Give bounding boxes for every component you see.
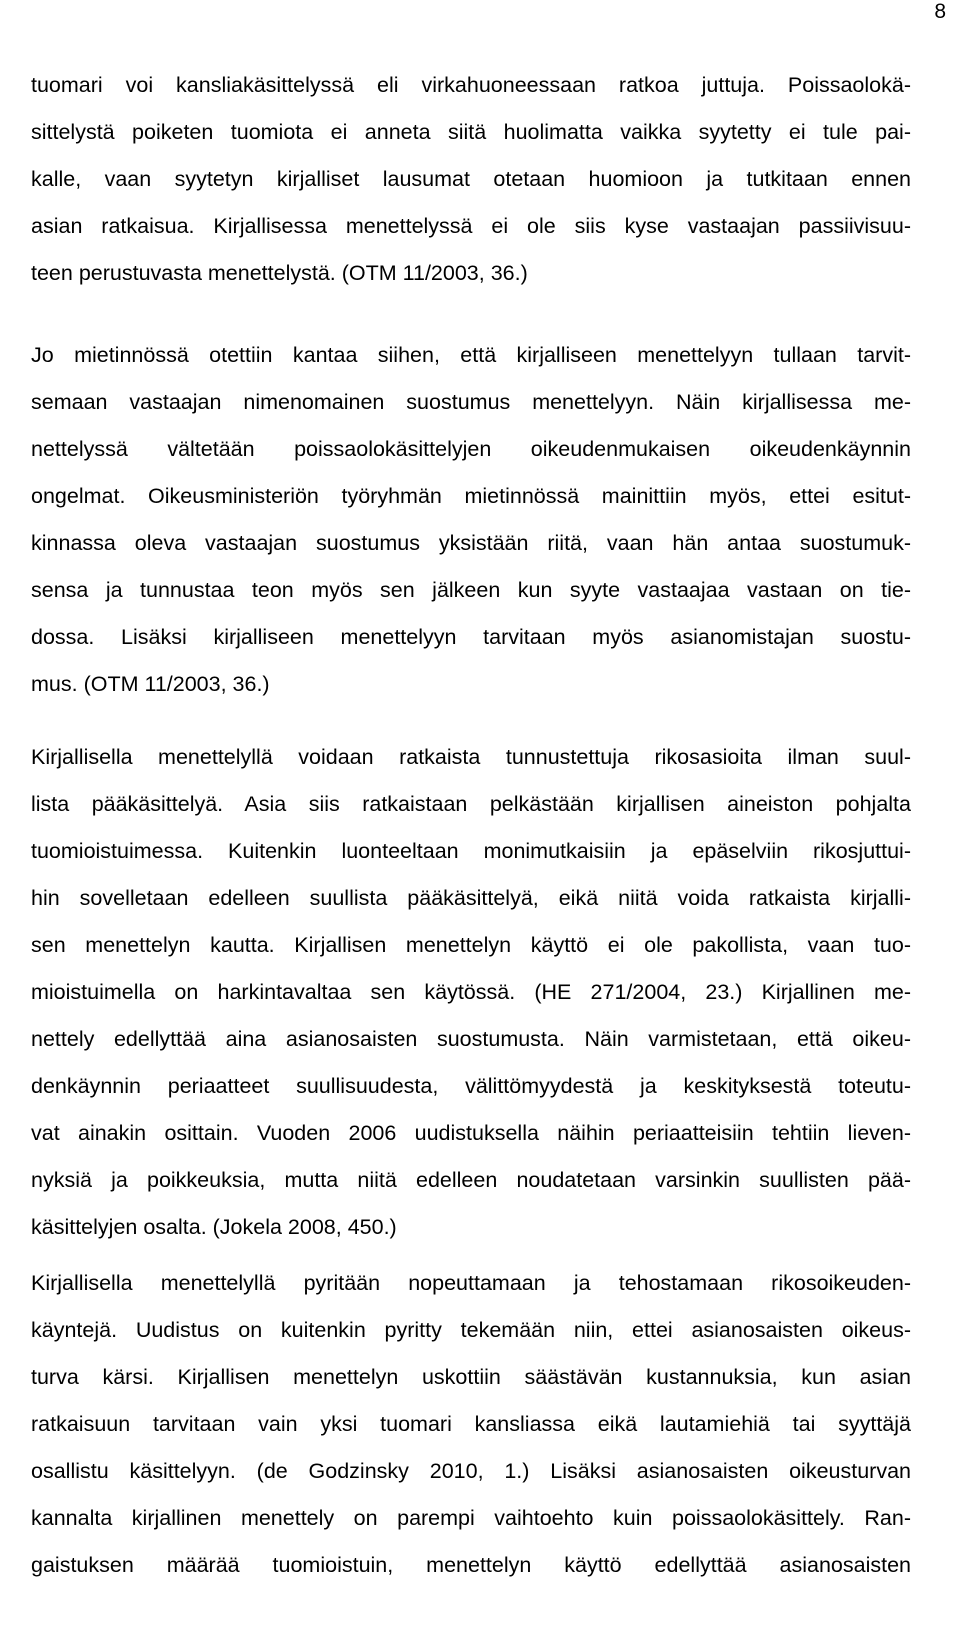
- text-line: ratkaisuun tarvitaan vain yksi tuomari kansliassa eikä lautamiehiä tai syyttäjä: [31, 1412, 911, 1436]
- text-line: asian ratkaisua. Kirjallisessa menettelyssä ei ole siis kyse vastaajan passiivisuu-: [31, 214, 911, 238]
- text-line: kannalta kirjallinen menettely on parempi vaihtoehto kuin poissaolokäsittely. Ran-: [31, 1506, 911, 1530]
- text-line: vat ainakin osittain. Vuoden 2006 uudistuksella näihin periaatteisiin tehtiin lieven-: [31, 1121, 911, 1145]
- text-line: kinnassa oleva vastaajan suostumus yksistään riitä, vaan hän antaa suostumuk-: [31, 531, 911, 555]
- text-line: tuomioistuimessa. Kuitenkin luonteeltaan monimutkaisiin ja epäselviin rikosjuttui-: [31, 839, 911, 863]
- text-line: käsittelyjen osalta. (Jokela 2008, 450.): [31, 1215, 397, 1239]
- text-line: nettelyssä vältetään poissaolokäsittelyjen oikeudenmukaisen oikeudenkäynnin: [31, 437, 911, 461]
- text-line: nyksiä ja poikkeuksia, mutta niitä edelleen noudatetaan varsinkin suullisten pää-: [31, 1168, 911, 1192]
- text-line: Kirjallisella menettelyllä voidaan ratkaista tunnustettuja rikosasioita ilman suul-: [31, 745, 911, 769]
- text-line: kalle, vaan syytetyn kirjalliset lausumat otetaan huomioon ja tutkitaan ennen: [31, 167, 911, 191]
- text-line: nettely edellyttää aina asianosaisten suostumusta. Näin varmistetaan, että oikeu-: [31, 1027, 911, 1051]
- paragraph-2: [31, 332, 911, 708]
- text-line: sittelystä poiketen tuomiota ei anneta siitä huolimatta vaikka syytetty ei tule pai-: [31, 120, 911, 144]
- text-line: lista pääkäsittelyä. Asia siis ratkaistaan pelkästään kirjallisen aineiston pohjalta: [31, 792, 911, 816]
- text-line: semaan vastaajan nimenomainen suostumus menettelyyn. Näin kirjallisessa me-: [31, 390, 911, 414]
- text-line: dossa. Lisäksi kirjalliseen menettelyyn tarvitaan myös asianomistajan suostu-: [31, 625, 911, 649]
- text-line: hin sovelletaan edelleen suullista pääkäsittelyä, eikä niitä voida ratkaista kirjalli-: [31, 886, 911, 910]
- text-line: denkäynnin periaatteet suullisuudesta, välittömyydestä ja keskityksestä toteutu-: [31, 1074, 911, 1098]
- paragraph-3: [31, 734, 911, 1251]
- paragraph-1: [31, 62, 911, 297]
- text-line: mus. (OTM 11/2003, 36.): [31, 672, 270, 696]
- text-line: sensa ja tunnustaa teon myös sen jälkeen kun syyte vastaajaa vastaan on tie-: [31, 578, 911, 602]
- text-line: käyntejä. Uudistus on kuitenkin pyritty tekemään niin, ettei asianosaisten oikeus-: [31, 1318, 911, 1342]
- text-line: ongelmat. Oikeusministeriön työryhmän mietinnössä mainittiin myös, ettei esitut-: [31, 484, 911, 508]
- text-line: turva kärsi. Kirjallisen menettelyn uskottiin säästävän kustannuksia, kun asian: [31, 1365, 911, 1389]
- text-line: osallistu käsittelyyn. (de Godzinsky 2010, 1.) Lisäksi asianosaisten oikeusturvan: [31, 1459, 911, 1483]
- paragraph-4: [31, 1260, 911, 1589]
- text-line: teen perustuvasta menettelystä. (OTM 11/2003, 36.): [31, 261, 528, 285]
- text-line: Kirjallisella menettelyllä pyritään nopeuttamaan ja tehostamaan rikosoikeuden-: [31, 1271, 911, 1295]
- text-line: sen menettelyn kautta. Kirjallisen menettelyn käyttö ei ole pakollista, vaan tuo-: [31, 933, 911, 957]
- text-line: Jo mietinnössä otettiin kantaa siihen, että kirjalliseen menettelyyn tullaan tarvit-: [31, 343, 911, 367]
- text-line: gaistuksen määrää tuomioistuin, menettelyn käyttö edellyttää asianosaisten: [31, 1553, 911, 1577]
- page-number: 8: [934, 0, 946, 23]
- text-line: tuomari voi kansliakäsittelyssä eli virkahuoneessaan ratkoa juttuja. Poissaolokä-: [31, 73, 911, 97]
- text-line: mioistuimella on harkintavaltaa sen käytössä. (HE 271/2004, 23.) Kirjallinen me-: [31, 980, 911, 1004]
